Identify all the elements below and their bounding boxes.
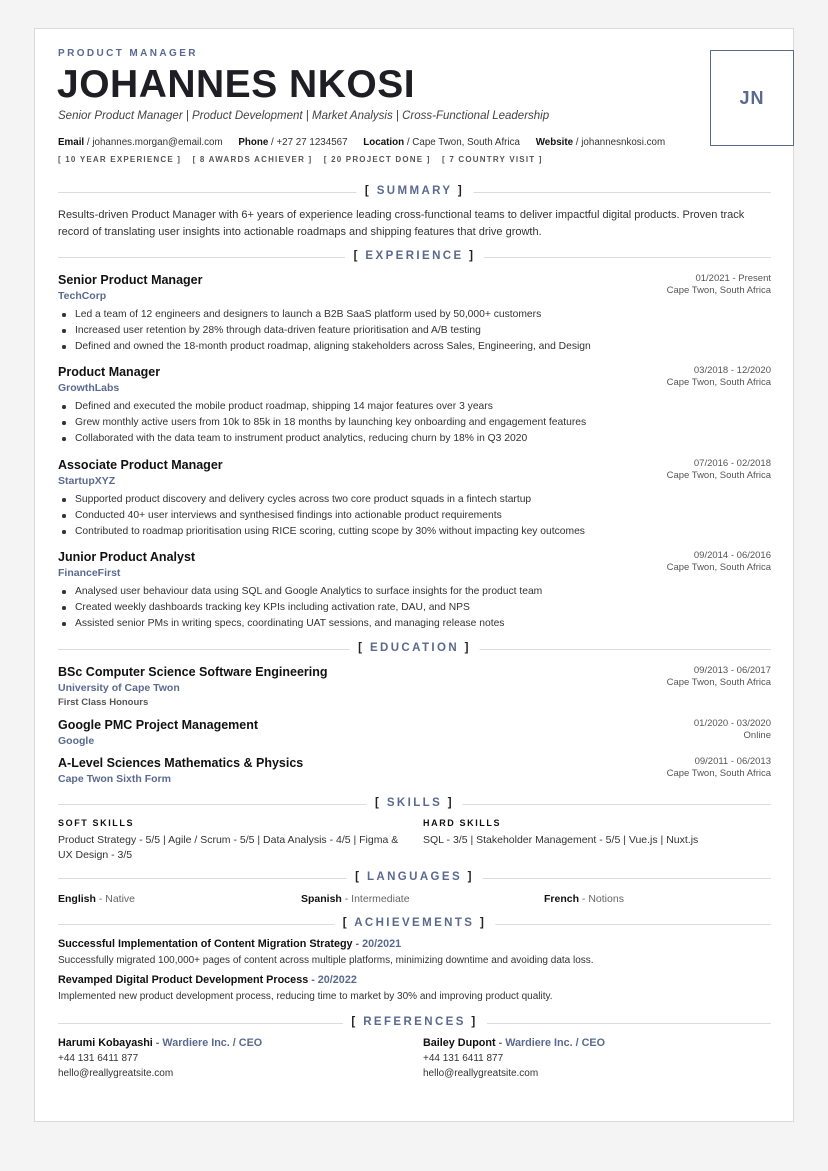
education-dates: 09/2013 - 06/2017 <box>693 665 771 676</box>
stat-item: [ 7 COUNTRY VISIT ] <box>442 155 543 164</box>
section-experience-heading: [ EXPERIENCE ] <box>58 250 771 264</box>
resume-page <box>34 28 794 1122</box>
degree-title: Google PMC Project Management <box>58 718 259 732</box>
job-location: Cape Twon, South Africa <box>666 562 771 573</box>
job-dates: 07/2016 - 02/2018 <box>693 458 771 469</box>
language-item: Spanish - Intermediate <box>301 893 410 905</box>
tagline: Senior Product Manager | Product Development | Market Analysis | Cross-Functional Leadership <box>58 110 550 122</box>
bullet-item: Contributed to roadmap prioritisation using RICE scoring, cutting scope by 30% without impacting key outcomes <box>58 524 771 540</box>
section-education-heading: [ EDUCATION ] <box>58 642 771 656</box>
stat-item: [ 20 PROJECT DONE ] <box>323 155 431 164</box>
experience-item <box>58 458 771 540</box>
job-meta <box>667 458 771 482</box>
education-location: Online <box>743 730 771 741</box>
achievement-desc: Successfully migrated 100,000+ pages of content across multiple platforms, minimizing downtime and avoiding data loss. <box>58 955 594 966</box>
contact-location: Location / Cape Twon, South Africa <box>363 137 520 148</box>
bullet-item: Analysed user behaviour data using SQL and Google Analytics to surface insights for the product team <box>58 584 771 600</box>
section-skills-heading: [ SKILLS ] <box>58 797 771 811</box>
hard-skills <box>423 818 773 848</box>
bullet-item: Defined and owned the 18-month product roadmap, aligning stakeholders across Sales, Engineering, and Design <box>58 339 771 355</box>
education-meta <box>667 756 771 780</box>
reference-name: Harumi Kobayashi <box>58 1037 153 1049</box>
experience-item <box>58 550 771 632</box>
job-bullets <box>58 307 771 355</box>
education-item <box>58 665 771 708</box>
email-link[interactable]: johannes.morgan@email.com <box>92 137 223 148</box>
job-company: StartupXYZ <box>58 475 116 487</box>
job-dates: 01/2021 - Present <box>695 273 771 284</box>
job-bullets <box>58 492 771 540</box>
reference-name: Bailey Dupont <box>423 1037 496 1049</box>
job-company: GrowthLabs <box>58 382 120 394</box>
job-meta <box>667 550 771 574</box>
bullet-item: Conducted 40+ user interviews and synthesised findings into actionable product requirements <box>58 508 771 524</box>
job-title: Junior Product Analyst <box>58 550 196 564</box>
contact-row <box>58 137 678 148</box>
job-title: Associate Product Manager <box>58 458 223 472</box>
achievement-year: - 20/2021 <box>352 938 402 950</box>
job-title: Senior Product Manager <box>58 273 203 287</box>
reference-org: - Wardiere Inc. / CEO <box>495 1037 605 1049</box>
reference-phone: +44 131 6411 877 <box>423 1053 504 1064</box>
bullet-item: Increased user retention by 28% through data-driven feature prioritisation and A/B testing <box>58 323 771 339</box>
achievement-title: Revamped Digital Product Development Process <box>58 974 309 986</box>
degree-honour: First Class Honours <box>58 697 149 708</box>
reference-item <box>423 1037 773 1079</box>
education-dates: 09/2011 - 06/2013 <box>694 756 771 767</box>
achievement-year: - 20/2022 <box>308 974 357 986</box>
summary-text: Results-driven Product Manager with 6+ years of experience leading cross-functional teams to deliver impactful digital products. Proven track record of translating user insights into actionable roadmaps and shipping features that drive growth. <box>58 209 745 238</box>
school-name: Cape Twon Sixth Form <box>58 773 171 785</box>
bullet-item: Supported product discovery and delivery cycles across two core product squads in a fintech startup <box>58 492 771 508</box>
bullet-item: Assisted senior PMs in writing specs, coordinating UAT sessions, and managing release notes <box>58 616 771 632</box>
language-item: French - Notions <box>544 893 624 905</box>
job-company: TechCorp <box>58 290 107 302</box>
achievement-title: Successful Implementation of Content Migration Strategy <box>58 938 353 950</box>
stats-row <box>58 155 551 164</box>
section-summary-heading: [ SUMMARY ] <box>58 185 771 199</box>
job-location: Cape Twon, South Africa <box>666 285 771 296</box>
bullet-item: Defined and executed the mobile product roadmap, shipping 14 major features over 3 years <box>58 399 771 415</box>
job-dates: 03/2018 - 12/2020 <box>693 365 771 376</box>
website-link[interactable]: johannesnkosi.com <box>581 137 666 148</box>
job-title: Product Manager <box>58 365 161 379</box>
hard-skills-list: SQL - 3/5 | Stakeholder Management - 5/5 | Vue.js | Nuxt.js <box>423 834 699 846</box>
bullet-item: Grew monthly active users from 10k to 85k in 18 months by launching key onboarding and engagement features <box>58 415 771 431</box>
bullet-item: Collaborated with the data team to instrument product analytics, reducing churn by 18% in Q3 2020 <box>58 431 771 447</box>
soft-skills-heading: SOFT SKILLS <box>58 818 135 828</box>
bullet-item: Led a team of 12 engineers and designers to launch a B2B SaaS platform used by 50,000+ customers <box>58 307 771 323</box>
school-name: University of Cape Twon <box>58 682 180 694</box>
job-bullets <box>58 584 771 632</box>
education-location: Cape Twon, South Africa <box>666 677 771 688</box>
education-meta <box>667 665 771 689</box>
contact-email: Email / johannes.morgan@email.com <box>58 137 223 148</box>
section-references-heading: [ REFERENCES ] <box>58 1016 771 1030</box>
job-company: FinanceFirst <box>58 567 121 579</box>
stat-item: [ 10 YEAR EXPERIENCE ] <box>58 155 182 164</box>
reference-email[interactable]: hello@reallygreatsite.com <box>423 1068 539 1079</box>
role-label: PRODUCT MANAGER <box>58 48 198 59</box>
monogram-badge: JN <box>710 50 794 146</box>
job-meta <box>667 273 771 297</box>
soft-skills-list: Product Strategy - 5/5 | Agile / Scrum - 5/5 | Data Analysis - 4/5 | Figma & UX Design - 3/5 <box>58 834 399 861</box>
hard-skills-heading: HARD SKILLS <box>423 818 502 828</box>
education-dates: 01/2020 - 03/2020 <box>693 718 771 729</box>
job-dates: 09/2014 - 06/2016 <box>693 550 771 561</box>
reference-org: - Wardiere Inc. / CEO <box>152 1037 263 1049</box>
candidate-name: JOHANNES NKOSI <box>57 63 416 106</box>
education-item <box>58 718 771 747</box>
section-languages-heading: [ LANGUAGES ] <box>58 871 771 885</box>
achievement-item <box>58 974 771 1002</box>
education-item <box>58 756 771 785</box>
degree-title: A-Level Sciences Mathematics & Physics <box>58 756 304 770</box>
reference-phone: +44 131 6411 877 <box>58 1053 139 1064</box>
job-meta <box>667 365 771 389</box>
stat-item: [ 8 AWARDS ACHIEVER ] <box>192 155 313 164</box>
degree-title: BSc Computer Science Software Engineering <box>58 665 328 679</box>
language-item: English - Native <box>58 893 136 905</box>
bullet-item: Created weekly dashboards tracking key KPIs including activation rate, DAU, and NPS <box>58 600 771 616</box>
job-bullets <box>58 399 771 447</box>
school-name: Google <box>58 735 95 747</box>
reference-item <box>58 1037 408 1079</box>
experience-item <box>58 365 771 447</box>
education-meta <box>694 718 771 742</box>
contact-website: Website / johannesnkosi.com <box>535 137 666 148</box>
contact-phone: Phone / +27 27 1234567 <box>238 137 348 148</box>
soft-skills <box>58 818 408 863</box>
job-location: Cape Twon, South Africa <box>666 470 771 481</box>
job-location: Cape Twon, South Africa <box>666 377 771 388</box>
achievement-desc: Implemented new product development process, reducing time to market by 30% and improving product quality. <box>58 991 553 1002</box>
achievement-item <box>58 938 771 966</box>
education-location: Cape Twon, South Africa <box>666 768 771 779</box>
experience-item <box>58 273 771 355</box>
reference-email[interactable]: hello@reallygreatsite.com <box>58 1068 174 1079</box>
section-achievements-heading: [ ACHIEVEMENTS ] <box>58 917 771 931</box>
